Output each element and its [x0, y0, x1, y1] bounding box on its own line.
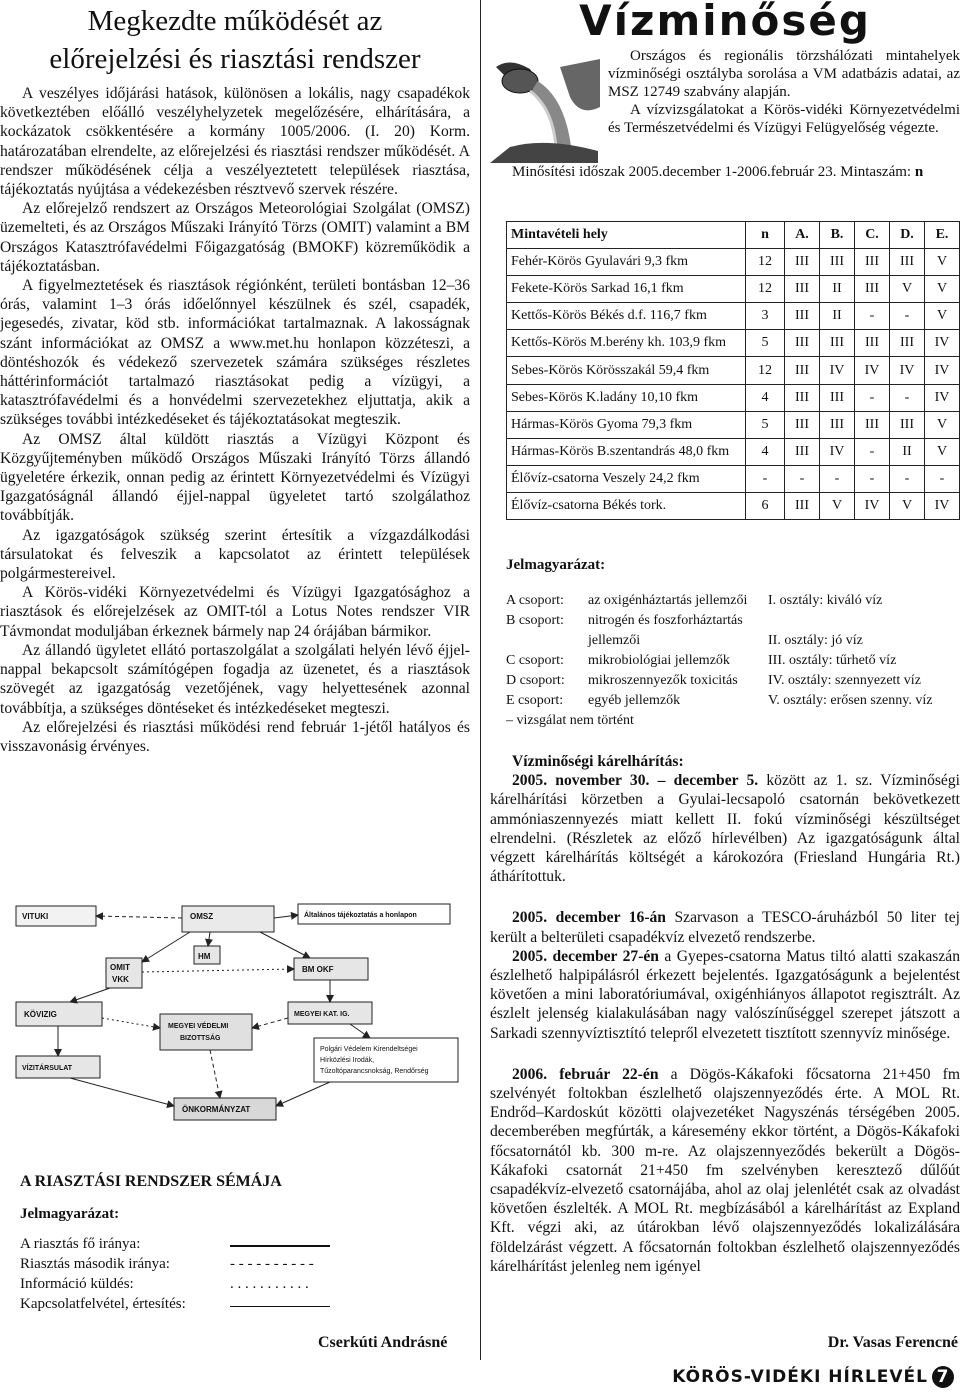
legend-description: mikrobiológiai jellemzők — [588, 653, 730, 668]
water-quality-table — [506, 221, 960, 520]
arrow-omit-bmokf — [142, 969, 294, 972]
legend-group: E csoport: — [506, 693, 564, 708]
legend-class: IV. osztály: szennyezett víz — [768, 673, 921, 688]
table-cell: - — [890, 465, 925, 492]
node-megyei-vedelmi-label-2: BIZOTTSÁG — [180, 1035, 221, 1042]
author-left: Cserkúti Andrásné — [318, 1334, 448, 1351]
table-cell: III — [785, 276, 820, 303]
table-row — [507, 384, 960, 411]
table-cell: IV — [855, 357, 890, 384]
node-omsz-label: OMSZ — [190, 912, 214, 921]
dotted-line-sample: . . . . . . . . . . . — [230, 1276, 309, 1292]
table-cell: V — [890, 492, 925, 519]
table-cell: IV — [820, 438, 855, 465]
legend-title: Jelmagyarázat: — [20, 1206, 120, 1222]
table-cell: III — [785, 303, 820, 330]
legend-row: Riasztás második iránya: - - - - - - - - - - — [20, 1256, 314, 1272]
node-megyei-kat-label: MEGYEI KAT. IG. — [294, 1011, 350, 1018]
table-cell: 4 — [746, 384, 785, 411]
table-cell: IV — [820, 357, 855, 384]
table-cell: V — [925, 411, 960, 438]
table-cell: II — [820, 276, 855, 303]
table-cell: III — [820, 330, 855, 357]
water-quality-legend — [506, 555, 960, 731]
table-cell: III — [890, 330, 925, 357]
table-cell: - — [820, 465, 855, 492]
legend-class: II. osztály: jó víz — [768, 633, 863, 648]
table-cell: IV — [925, 330, 960, 357]
table-row — [507, 411, 960, 438]
table-cell: - — [855, 303, 890, 330]
node-megyei-vedelmi-label-1: MEGYEI VÉDELMI — [168, 1023, 229, 1030]
legend-class — [768, 611, 960, 631]
newsletter-name: KÖRÖS-VIDÉKI HÍRLEVÉL — [672, 1367, 928, 1387]
table-header-cell: A. — [785, 222, 820, 249]
table-header-cell: E. — [925, 222, 960, 249]
table-cell: - — [890, 384, 925, 411]
table-cell: III — [785, 357, 820, 384]
paragraph-6: A Körös-vidéki Környezetvédelmi és Vízügyi Igazgatósághoz a riasztások és előrejelzések az OMIT-tól a Lotus Notes rendszer VIR Távmondat moduljában érkeznek bármely nap 24 órájában bármikor. — [0, 584, 470, 640]
table-cell: III — [785, 438, 820, 465]
paragraph-3: A figyelmeztetések és riasztások régiónként, területi bontásban 12–36 órás, valamint 1–3 órás időelőnnyel készülnek és szél, csapadék, jegesedés, zivatar, köd stb. információkat tartalmaznak. A lakosságnak szánt információkat az OMSZ a www.met.hu honlapon közzéteszi, a döntéshozók és védekező szervezetek számára szükséges részletes háttérinformációt tartalmazó riasztásokat pedig a vízügyi, a katasztrófavédelmi és a honvédelmi szervezetekhez eljuttatja, akik a szükséges további intézkedéseket és tájékoztatásokat megteszik. — [0, 277, 470, 429]
table-cell: III — [855, 249, 890, 276]
table-header-cell: Mintavételi hely — [507, 222, 746, 249]
title-line-1: Megkezdte működését az — [87, 5, 383, 37]
intro-block — [490, 47, 960, 163]
table-cell: III — [855, 276, 890, 303]
arrow-kovizig-megyei-vedelmi — [102, 1018, 160, 1028]
table-cell: III — [785, 330, 820, 357]
legend-row — [506, 651, 960, 671]
table-cell: II — [890, 438, 925, 465]
table-header-cell: n — [746, 222, 785, 249]
table-header-cell: B. — [820, 222, 855, 249]
table-cell: - — [855, 438, 890, 465]
table-cell: V — [890, 276, 925, 303]
table-row — [507, 249, 960, 276]
incident-4: 2006. február 22-én a Dögös-Kákafoki főcsatorna 21+450 fm szelvényét foltokban észlelhető olajszennyeződés érte. A MOL Rt. Endrőd–Kardoskút közötti olajvezetéket Nagyszénás térségében 2005. decemberében megfúrták, a káresemény ekkor történt, a Dögös-Kákafoki főcsatornától kb. 300 m-re. Az olajszennyeződés bekerült a Dögös-Kákafoki csatornát 21+450 fm szelvényben keresztező dűlőút csapadékvíz-elvezető csatornájába, ahol az olaj jelenlétét csak az olvadást követően észlelték. A MOL Rt. megbízásából a kárelhárítást az Expland Kft. végzi aki, az útárokban lévő olajszennyeződés lokalizálására földelzárást végzett. A főcsatornán foltokban észlelhető olajszennyeződés kárelhárítást jelenleg nem igényel — [490, 1065, 960, 1275]
legend-group: C csoport: — [506, 653, 564, 668]
table-cell: - — [785, 465, 820, 492]
solid-line-sample — [230, 1234, 330, 1247]
legend-class: I. osztály: kiváló víz — [768, 593, 883, 608]
legend-row — [506, 631, 960, 651]
node-polgari-label-3: Tűzoltóparancsnokság, Rendőrség — [320, 1068, 429, 1075]
table-cell: Élővíz-csatorna Békés tork. — [507, 492, 746, 519]
column-divider — [480, 0, 481, 1360]
intro-text — [608, 47, 960, 163]
legend-row: Kapcsolatfelvétel, értesítés: — [20, 1294, 340, 1314]
table-cell: III — [785, 492, 820, 519]
table-cell: III — [820, 384, 855, 411]
table-cell: 12 — [746, 276, 785, 303]
title-line-2: előrejelzési és riasztási rendszer — [49, 43, 421, 75]
legend-row: A riasztás fő iránya: — [20, 1234, 340, 1254]
node-altalanos-label: Általános tájékoztatás a honlapon — [304, 912, 417, 919]
table-cell: III — [890, 411, 925, 438]
table-cell: II — [820, 303, 855, 330]
table-cell: - — [925, 465, 960, 492]
legend-title: Jelmagyarázat: — [506, 557, 606, 573]
incident-title: Vízminőségi kárelhárítás: — [512, 753, 684, 770]
node-polgari-label-1: Polgári Védelem Kirendeltségei — [320, 1046, 418, 1053]
node-omit-label-1: OMIT — [110, 963, 130, 972]
author-right: Dr. Vasas Ferencné — [827, 1334, 958, 1351]
table-row — [507, 330, 960, 357]
water-outfall-illustration — [490, 47, 602, 163]
table-cell: V — [925, 303, 960, 330]
table-cell: III — [820, 411, 855, 438]
table-cell: - — [890, 303, 925, 330]
arrow-megyei-kat-polgari — [350, 1024, 370, 1038]
paragraph-8: Az előrejelzési és riasztási működési rend február 1-jétől hatályos és visszavonásig érvényes. — [0, 718, 470, 755]
intro-paragraph-2: A vízvizsgálatokat a Körös-vidéki Környezetvédelmi és Természetvédelmi és Vízügyi Felügyelőség végezte. — [608, 102, 960, 136]
legend-description: jellemzői — [588, 633, 641, 648]
table-cell: 5 — [746, 411, 785, 438]
arrow-omit-kovizig — [70, 988, 110, 1002]
table-cell: 5 — [746, 330, 785, 357]
node-kovizig-label: KÖVIZIG — [24, 1010, 57, 1019]
table-row — [507, 357, 960, 384]
left-column — [0, 0, 470, 756]
table-cell: 12 — [746, 249, 785, 276]
node-omit-label-2: VKK — [112, 975, 129, 984]
arrow-polgari-onkormanyzat — [276, 1082, 330, 1106]
table-cell: IV — [925, 492, 960, 519]
paragraph-1: A veszélyes időjárási hatások, különösen a lokális, nagy csapadékok következtében előálló veszélyhelyzetek megelőzésére, elhárítására, a kockázatok csökkentésére a kormány 1005/2006. (I. 20) Korm. határozatában elrendelte, az előrejelzési és riasztási rendszer működését. A rendszer működésének célja a veszélyeztetett települések riasztása, tájékoztatás nyújtása a védekezésben résztvevő szervek részére. — [0, 85, 470, 199]
section-title: Vízminőség — [579, 0, 871, 45]
thin-line-sample — [230, 1294, 330, 1307]
table-cell: V — [925, 438, 960, 465]
legend-description: egyéb jellemzők — [588, 693, 681, 708]
table-cell: - — [855, 384, 890, 411]
arrow-omsz-altalanos — [274, 915, 298, 918]
table-cell: 12 — [746, 357, 785, 384]
paragraph-2: Az előrejelző rendszert az Országos Meteorológiai Szolgálat (OMSZ) üzemelteti, és az Országos Műszaki Irányító Törzs (OMIT) valamint a BM Országos Katasztrófavédelmi Főigazgatóság (BMOKF) közreműködik a tájékoztatásban. — [0, 200, 470, 275]
table-cell: III — [855, 330, 890, 357]
legend-row — [506, 611, 960, 631]
node-polgari-label-2: Hírközlési Irodák, — [320, 1057, 375, 1064]
table-cell: - — [746, 465, 785, 492]
paragraph-5: Az igazgatóságok szükség szerint értesítik a vízgazdálkodási társulatokat és felveszik a kapcsolatot az érintett települések polgármestereivel. — [0, 526, 470, 583]
table-cell: 3 — [746, 303, 785, 330]
paragraph-7: Az állandó ügyletet ellátó portaszolgálat a szolgálati helyén lévő éjjel-nappal bekapcsolt számítógépen fogadja az üzenetet, és a riasztások szövegét az igazgatóság vezetőjének, vagy helyettesének azonnal továbbítja, a szükséges döntéseket és intézkedéseket megteszi. — [0, 641, 470, 717]
legend-description: nitrogén és foszforháztartás — [588, 613, 743, 628]
node-megyei-vedelmi — [160, 1014, 252, 1050]
table-header-cell: C. — [855, 222, 890, 249]
legend-description: az oxigénháztartás jellemzői — [588, 593, 748, 608]
table-cell: III — [785, 249, 820, 276]
article-title — [0, 2, 470, 78]
table-row — [507, 438, 960, 465]
table-cell: III — [785, 384, 820, 411]
table-cell: 6 — [746, 492, 785, 519]
alarm-system-diagram — [10, 900, 460, 1156]
table-cell: Élővíz-csatorna Veszely 24,2 fkm — [507, 465, 746, 492]
arrow-omsz-vituki — [96, 916, 182, 918]
table-cell: III — [820, 249, 855, 276]
right-column — [490, 0, 960, 181]
incident-section — [490, 752, 960, 1276]
table-cell: Fekete-Körös Sarkad 16,1 fkm — [507, 276, 746, 303]
table-row — [507, 276, 960, 303]
incident-3: 2005. december 27-én a Gyepes-csatorna Matus tiltó alatti szakaszán észlelhető halpipálásról érkezett bejelentés. Igazgatóságunk a bejelentést követően a mini laboratóriumával, oxigénhiányos állapotot regisztrált. Az észlelt jelenség kialakulásában nagy valószínűséggel szerepet játszott a Sarkadi szennyvíztisztító telepről elvezetett tisztított szennyvíz minősége. — [490, 947, 960, 1042]
legend-row — [506, 591, 960, 611]
arrow-vizitarsulat-onkormanyzat — [70, 1078, 174, 1106]
arrow-omsz-hm — [208, 932, 210, 946]
schema-title: A RIASZTÁSI RENDSZER SÉMÁJA — [20, 1173, 282, 1190]
table-cell: III — [855, 411, 890, 438]
table-cell: V — [820, 492, 855, 519]
legend-row: Információ küldés: . . . . . . . . . . . — [20, 1276, 309, 1292]
arrow-megyei-vedelmi-onkormanyzat — [210, 1050, 220, 1098]
arrow-omsz-bmokf — [260, 932, 310, 958]
table-cell: 4 — [746, 438, 785, 465]
table-cell: - — [855, 465, 890, 492]
legend-group — [506, 631, 588, 651]
table-cell: IV — [925, 384, 960, 411]
table-row — [507, 303, 960, 330]
table-cell: IV — [855, 492, 890, 519]
table-cell: Sebes-Körös K.ladány 10,10 fkm — [507, 384, 746, 411]
table-cell: Kettős-Körös Békés d.f. 116,7 fkm — [507, 303, 746, 330]
incident-1: 2005. november 30. – december 5. között az 1. sz. Vízminőségi kárelhárítási körzetben a Gyulai-lecsapoló csatornán bekövetkezett ammóniaszennyezés miatt kellett II. fokú vízminőségi készültséget elrendelni. (Részletek az előző hírlevélben) Az igazgatóságunk által végzett kárelhárítás költségét a károkozóra (Friesland Hungária Rt.) áthárítottuk. — [490, 772, 960, 886]
arrow-omsz-omit — [142, 932, 190, 962]
table-cell: Hármas-Körös B.szentandrás 48,0 fkm — [507, 438, 746, 465]
node-bmokf-label: BM OKF — [302, 965, 334, 974]
diagram-legend — [20, 1172, 340, 1314]
page-number: 7 — [932, 1366, 954, 1388]
table-cell: V — [925, 249, 960, 276]
legend-class: III. osztály: tűrhető víz — [768, 653, 897, 668]
legend-row — [506, 671, 960, 691]
legend-row — [506, 691, 960, 711]
paragraph-4: Az OMSZ által küldött riasztás a Vízügyi Központ és Közgyűjteményben működő Országos Műszaki Irányító Törzs állandó ügyeletére érkezik, onnan pedig az érintett Környezetvédelmi és Vízügyi Igazgatóságnál állandó éjjel-nappal ügyeletet tartó szolgálathoz továbbítják. — [0, 430, 470, 525]
arrow-megyei-kat-megyei-vedelmi — [252, 1018, 288, 1028]
legend-group: D csoport: — [506, 673, 565, 688]
table-cell: IV — [890, 357, 925, 384]
table-cell: Fehér-Körös Gyulavári 9,3 fkm — [507, 249, 746, 276]
table-cell: Sebes-Körös Körösszakál 59,4 fkm — [507, 357, 746, 384]
table-cell: IV — [925, 357, 960, 384]
legend-class: V. osztály: erősen szenny. víz — [768, 693, 933, 708]
table-cell: III — [890, 249, 925, 276]
table-row — [507, 492, 960, 519]
table-cell: III — [785, 411, 820, 438]
intro-paragraph-3: Minősítési időszak 2005.december 1-2006.február 23. Mintaszám: n — [512, 164, 924, 180]
node-vizitarsulat-label: VÍZITÁRSULAT — [22, 1065, 73, 1072]
footer — [672, 1366, 954, 1388]
table-header-row — [507, 222, 960, 249]
table-header-cell: D. — [890, 222, 925, 249]
incident-2: 2005. december 16-án Szarvason a TESCO-áruházból 50 liter tej került a belterületi csapadékvíz elvezető rendszerbe. — [490, 909, 960, 946]
legend-description: mikroszennyezők toxicitás — [588, 673, 738, 688]
legend-group: A csoport: — [506, 593, 564, 608]
legend-group: B csoport: — [506, 613, 564, 628]
legend-dash-note: – vizsgálat nem történt — [506, 713, 634, 728]
dashed-line-sample: - - - - - - - - - - — [230, 1256, 314, 1272]
node-vituki-label: VITUKI — [22, 912, 49, 921]
node-hm-label: HM — [198, 952, 211, 961]
node-onkormanyzat-label: ÖNKORMÁNYZAT — [182, 1105, 251, 1114]
table-cell: Kettős-Körös M.berény kh. 103,9 fkm — [507, 330, 746, 357]
table-cell: Hármas-Körös Gyoma 79,3 fkm — [507, 411, 746, 438]
table-cell: V — [925, 276, 960, 303]
table-row — [507, 465, 960, 492]
intro-paragraph-1: Országos és regionális törzshálózati mintahelyek vízminőségi osztályba sorolása a VM adatbázis adatai, az MSZ 12749 szabvány alapján. — [608, 48, 960, 100]
